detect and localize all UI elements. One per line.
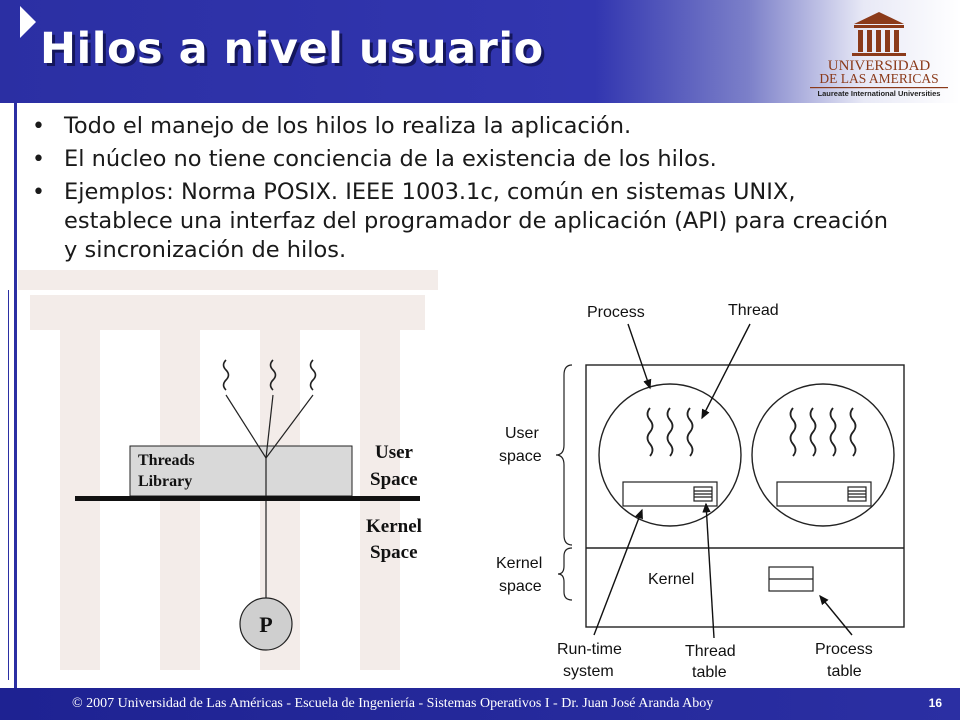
footer-bar (0, 688, 960, 720)
thread-table-caption-2: table (692, 664, 727, 681)
left-rule (14, 103, 17, 688)
process-table-box (769, 567, 813, 591)
runtime-caption-1: Run-time (557, 641, 622, 658)
logo-line-1: UNIVERSIDAD (827, 58, 931, 74)
process-label: P (259, 612, 273, 637)
kernel-space-caption-1: Kernel (496, 555, 543, 572)
process-thread-table-diagram (490, 290, 930, 685)
user-kernel-boundary (75, 496, 420, 501)
space-braces (556, 365, 572, 600)
logo-line-3: Laureate International Universities (817, 89, 941, 98)
process-table-caption-2: table (827, 663, 862, 680)
footer-text: © 2007 Universidad de Las Américas - Escuela de Ingeniería - Sistemas Operativos I - Dr. Juan José Aranda Aboy (72, 696, 714, 711)
kernel-space-caption-2: space (499, 578, 542, 595)
threads-library-label-1: Threads (138, 452, 195, 469)
kernel-space-label-1: Kernel (366, 516, 422, 537)
user-space-caption-2: space (499, 448, 542, 465)
arrow-icon (20, 6, 36, 38)
bullet-item: • Ejemplos: Norma POSIX. IEEE 1003.1c, común en sistemas UNIX, establece una interfaz del programador de aplicación (API) para creación y sincronización de hilos. (32, 179, 889, 263)
process-caption: Process (587, 304, 645, 321)
logo-line-2: DE LAS AMERICAS (819, 71, 939, 86)
user-space-caption-1: User (505, 425, 539, 442)
bullet-list (30, 112, 900, 269)
user-space-label-2: Space (370, 469, 418, 490)
building-icon (852, 12, 906, 56)
thread-squiggles (224, 360, 316, 390)
runtime-boxes (623, 482, 871, 506)
runtime-caption-2: system (563, 663, 614, 680)
kernel-caption: Kernel (648, 571, 695, 588)
thread-caption: Thread (728, 302, 779, 319)
user-space-label-1: User (375, 442, 413, 463)
slide-title: Hilos a nivel usuario (40, 24, 544, 74)
bullet-item: • Todo el manejo de los hilos lo realiza la aplicación. (32, 113, 632, 139)
page-number: 16 (928, 696, 942, 710)
university-logo (808, 8, 950, 98)
threads-library-label-2: Library (138, 473, 193, 490)
kernel-space-label-2: Space (370, 542, 418, 563)
thread-table-caption-1: Thread (685, 643, 736, 660)
user-level-threads-diagram (60, 340, 460, 670)
process-table-caption-1: Process (815, 641, 873, 658)
left-rule-thin (8, 290, 9, 680)
bullet-item: • El núcleo no tiene conciencia de la existencia de los hilos. (32, 146, 717, 172)
